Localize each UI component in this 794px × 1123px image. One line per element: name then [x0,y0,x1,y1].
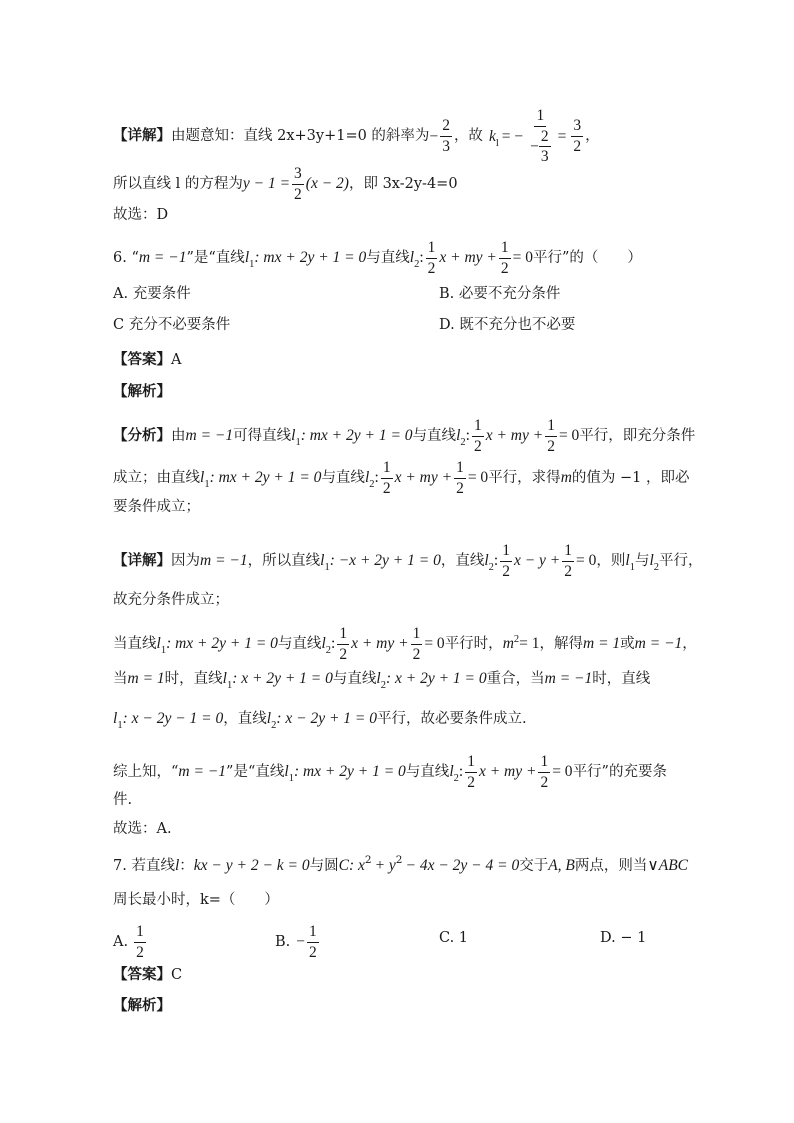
question-7: 7. 若直线 l ： kx − y + 2 − k = 0 与圆 C : x 2 + y 2 − 4x − 2y − 4 = 0 交于 A, B 两点，则当 ∨ABC [113,853,689,874]
answer-6: 【答案】 A [113,351,182,368]
q7-option-d: D. − 1 [600,930,647,946]
fenxi-line-2: 成立；由直线 $l_1$ : mx + 2y + 1 = 0 与直线 $l_2$ : $\frac{1}{2}$ x + my + $\frac{1}{2}$ = 0 平行，求得 m 的值为 −1 ，即必 [113,459,690,497]
xiangjie-line-4: 当 m = 1 时，直线 $l_1$ : x + 2y + 1 = 0 与直线 $l_2$ : x + 2y + 1 = 0 重合，当 m = −1 时，直线 [113,670,651,691]
k-symbol: $k_l$ [488,127,499,149]
q7-option-c: C. 1 [439,930,469,946]
question-6: 6. “ m = −1 ”是“直线 $l_1$ : mx + 2y + 1 = 0 与直线 $l_2$ : $\frac{1}{2}$ x + my + $\frac{1}{2}$ = 0 平行”的（ ） [113,239,642,277]
analysis-6-tag: 【解析】 [113,383,171,400]
detail-tag: 【详解】 [113,127,171,144]
detail-slope-line: 【详解】 由题意知：直线 2x+3y+1=0 的斜率为 − $\frac{2}{3}$ ，故 $k_l$ = − 1 − $\frac{2}{3}$ = $\frac{3}{2}$ ， [113,107,600,165]
slope-fraction: $\frac{2}{3}$ [442,117,450,155]
q6-option-a: A. 充要条件 [113,286,191,302]
xiangjie-line-2: 故充分条件成立； [113,592,229,608]
question-7-line-2: 周长最小时，k=（ ） [113,892,279,908]
choose-d: 故选：D [113,207,169,223]
answer-7: 【答案】 C [113,966,183,983]
analysis-7-tag: 【解析】 [113,997,171,1014]
k-compound-fraction: 1 − $\frac{2}{3}$ [530,107,549,165]
q7-option-a: A. $\frac{1}{2}$ [113,923,144,961]
q6-option-b: B. 必要不充分条件 [439,286,561,302]
q7-option-b: B. − $\frac{1}{2}$ [275,923,317,961]
q6-option-c: C 充分不必要条件 [113,317,231,333]
xiangjie-line-1: 【详解】 因为 m = −1 ，所以直线 $l_1$ : −x + 2y + 1 = 0 ，直线 $l_2$ : $\frac{1}{2}$ x − y + $\frac{1}{2}$ = 0 ，则 $l_1$ 与 $l_2$ 平行， [113,542,703,580]
coef-fraction: $\frac{3}{2}$ [294,165,302,203]
k-result-fraction: $\frac{3}{2}$ [573,117,582,155]
detail-text: 由题意知：直线 2x+3y+1=0 的斜率为 [171,128,430,144]
summary-line-2: 件. [113,792,133,808]
xiangjie-line-3: 当直线 $l_1$ : mx + 2y + 1 = 0 与直线 $l_2$ : $\frac{1}{2}$ x + my + $\frac{1}{2}$ = 0 平行时， $m^2$ = 1 ，解得 m = 1 或 m = −1 ， [113,625,697,663]
summary-line-1: 综上知，“ m = −1 ”是“直线 $l_1$ : mx + 2y + 1 = 0 与直线 $l_2$ : $\frac{1}{2}$ x + my + $\frac{1}{2}$ = 0 平行”的充要条 [113,753,667,791]
slope-neg: − [429,127,439,145]
q6-option-d: D. 既不充分也不必要 [439,317,576,333]
fenxi-line-3: 要条件成立； [113,499,200,515]
line-equation: 所以直线 l 的方程为 y − 1 = $\frac{3}{2}$ (x − 2) ，即 3x-2y-4=0 [113,165,458,203]
detail-text2: ，故 [453,128,483,144]
fenxi-line-1: 【分析】 由 m = −1 可得直线 $l_1$ : mx + 2y + 1 = 0 与直线 $l_2$ : $\frac{1}{2}$ x + my + $\frac{1}{2}$ = 0 平行，即充分条件 [113,417,696,455]
xiangjie-line-5: $l_1$ : x − 2y − 1 = 0 ，直线 $l_2$ : x − 2y + 1 = 0 平行，故必要条件成立. [113,710,527,731]
choose-a: 故选：A. [113,821,172,837]
